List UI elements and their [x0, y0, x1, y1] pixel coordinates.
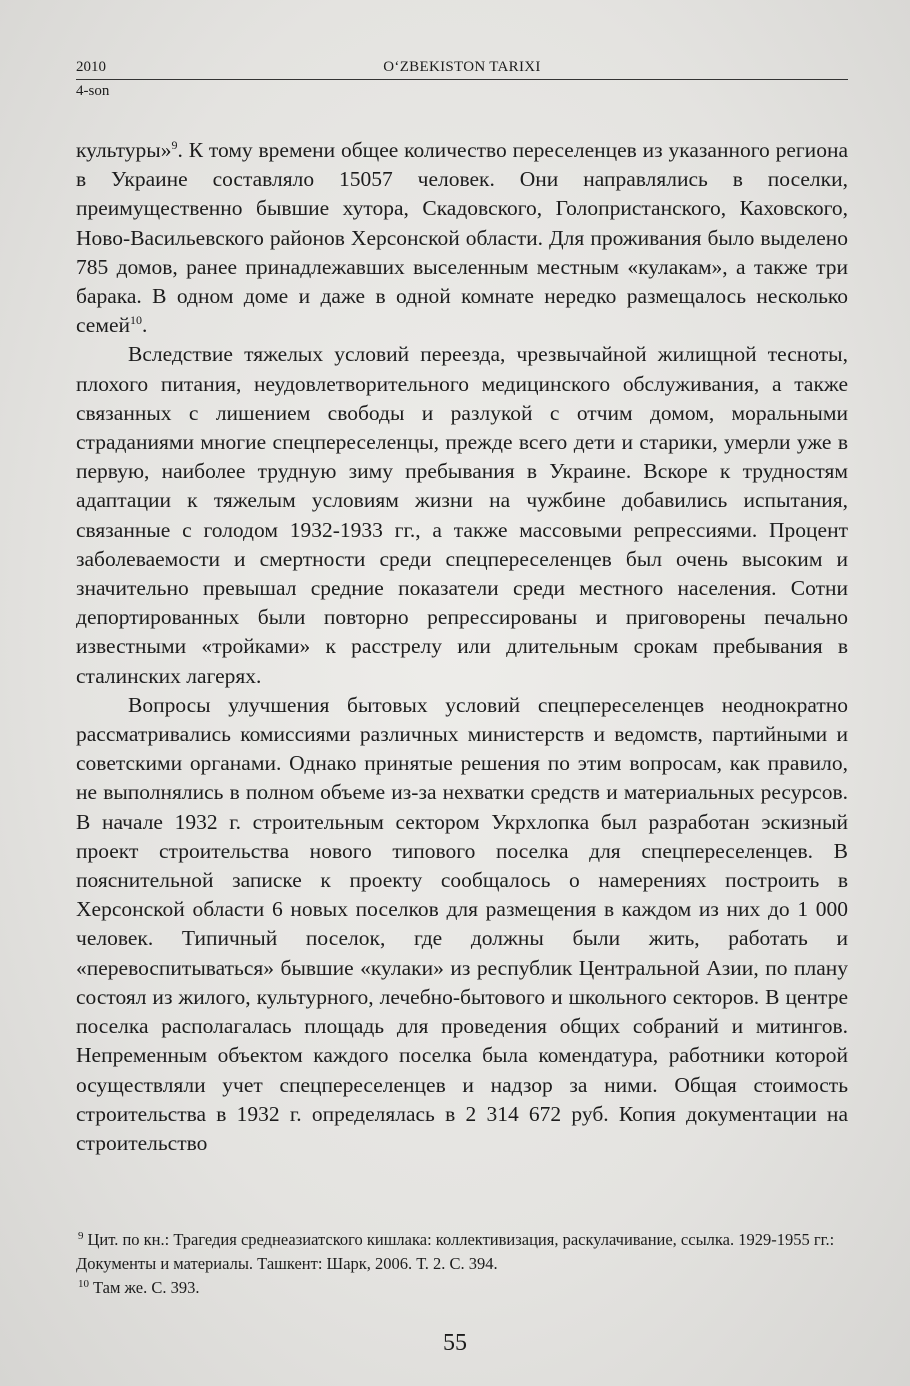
footnote-10	[76, 1276, 848, 1300]
paragraph-1-start: культуры»	[76, 138, 172, 162]
header-year: 2010	[76, 59, 106, 75]
header-rule	[76, 79, 848, 80]
footnote-text: Там же. С. 393.	[93, 1278, 200, 1297]
footnote-text: Цит. по кн.: Трагедия среднеазиатского кишлака: коллективизация, раскулачивание, ссылка. 1929-1955 гг.: Документы и материалы. Ташкент: Шарк, 2006. Т. 2. С. 394.	[76, 1230, 835, 1273]
footnote-number: 10	[78, 1277, 89, 1290]
header-issue: 4-son	[76, 83, 110, 99]
footnotes	[76, 1228, 848, 1300]
paragraph-3: Вопросы улучшения бытовых условий спецпереселенцев неоднократно рассматривались комиссиями различных министерств и ведомств, партийными и советскими органами. Однако принятые решения по этим вопросам, как правило, не выполнялись в полном объеме из-за нехватки средств и материальных ресурсов. В начале 1932 г. строительным сектором Укрхлопка был разработан эскизный проект строительства нового типового поселка для спецпереселенцев. В пояснительной записке к проекту сообщалось о намерениях построить в Херсонской области 6 новых поселков для размещения в каждом из них до 1 000 человек. Типичный поселок, где должны были жить, работать и «перевоспитываться» бывшие «кулаки» из республик Центральной Азии, по плану состоял из жилого, культурного, лечебно-бытового и школьного секторов. В центре поселка располагалась площадь для проведения общих собраний и митингов. Непременным объектом каждого поселка была комендатура, работники которой осуществляли учет спецпереселенцев и надзор за ними. Общая стоимость строительства в 1932 г. определялась в 2 314 672 руб. Копия документации на строительство	[76, 692, 848, 1155]
page-number: 55	[443, 1330, 467, 1356]
footnote-9	[76, 1228, 848, 1276]
paragraph-1	[76, 136, 848, 340]
paragraph-1-end: .	[142, 313, 148, 338]
paragraph-2: Вследствие тяжелых условий переезда, чрезвычайной жилищной тесноты, плохого питания, неудовлетворительного медицинского обслуживания, а также связанных с лишением свободы и разлукой с отчим домом, моральными страданиями многие спецпереселенцы, прежде всего дети и старики, умерли уже в первую, наиболее трудную зиму пребывания в Украине. Вскоре к трудностям адаптации к тяжелым условиям жизни на чужбине добавились испытания, связанные с голодом 1932-1933 гг., а также массовыми репрессиями. Процент заболеваемости и смертности среди спецпереселенцев был очень высоким и значительно превышал средние показатели среди местного населения. Сотни депортированных были повторно репрессированы и приговорены печально известными «тройками» к расстрелу или длительным срокам пребывания в сталинских лагерях.	[76, 342, 848, 688]
footnote-ref-9: 9	[171, 137, 178, 152]
footnote-number: 9	[78, 1229, 84, 1242]
running-header	[76, 58, 848, 102]
header-journal-title: O‘ZBEKISTON TARIXI	[383, 59, 541, 75]
paragraph-1-text: . К тому времени общее количество переселенцев из указанного региона в Украине составляло 15057 человек. Они направлялись в поселки, преимущественно бывшие хутора, Скадовского, Голопристанского, Каховского, Ново-Васильевского районов Херсонской области. Для проживания было выделено 785 домов, ранее принадлежавших выселенным местным «кулакам», а также три барака. В одном доме и даже в одной комнате нередко размещалось несколько семей	[76, 138, 848, 338]
article-body	[76, 136, 848, 1158]
footnote-ref-10: 10	[130, 313, 143, 328]
